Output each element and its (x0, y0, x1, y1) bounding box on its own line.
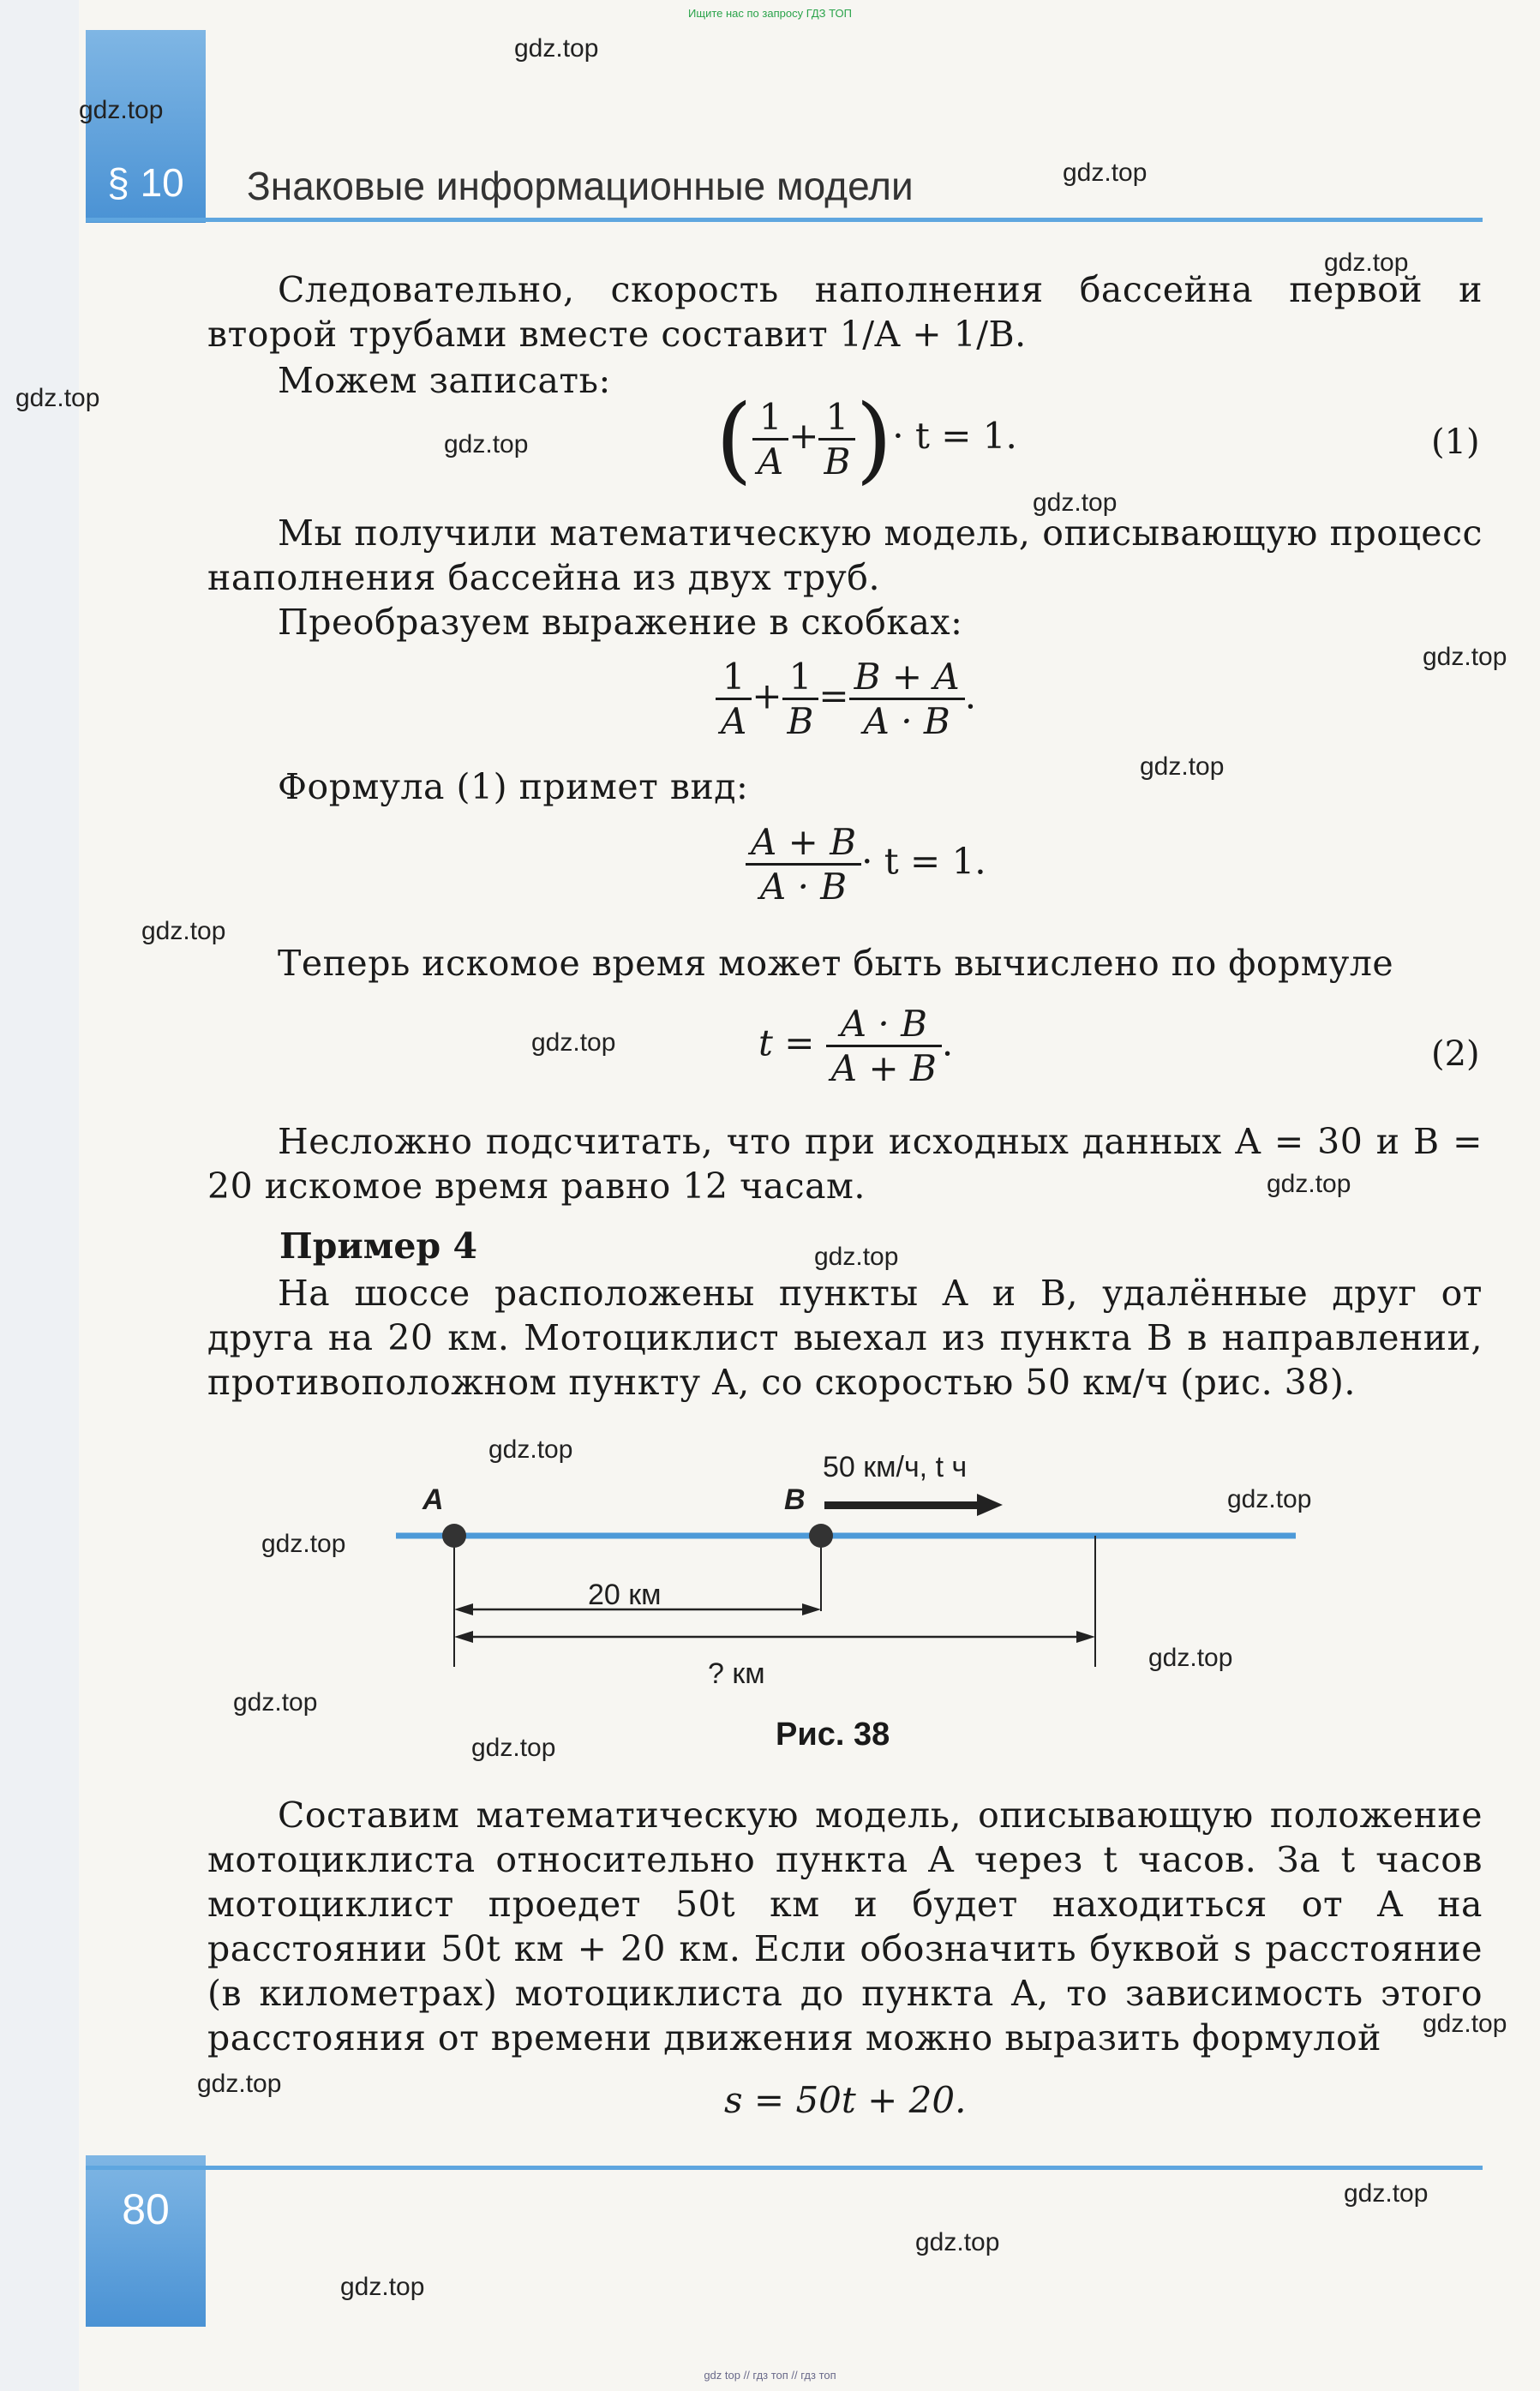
fraction-1-over-a: $\frac{1}{A}$ (752, 396, 788, 482)
watermark: gdz.top (444, 430, 529, 458)
equation-tail: · t = 1. (861, 840, 986, 883)
watermark: gdz.top (1148, 1644, 1233, 1672)
watermark: gdz.top (1344, 2179, 1429, 2208)
watermark: gdz.top (197, 2070, 282, 2098)
watermark: gdz.top (814, 1243, 899, 1271)
paragraph-model: Мы получили математическую модель, описывающую процесс наполнения бассейна из двух труб. (207, 512, 1483, 598)
paragraph-write: Можем записать: (278, 360, 611, 401)
equation-number-1: (1) (1431, 422, 1480, 462)
paragraph-transform: Преобразуем выражение в скобках: (278, 602, 963, 643)
watermark: gdz.top (488, 1435, 573, 1464)
watermark: gdz.top (233, 1688, 318, 1717)
equation-number-2: (2) (1431, 1034, 1480, 1074)
watermark: gdz.top (1423, 643, 1507, 671)
watermark: gdz.top (471, 1734, 556, 1762)
right-paren: ) (855, 384, 893, 494)
watermark: gdz.top (15, 384, 100, 412)
watermark: gdz.top (1423, 2010, 1507, 2038)
paragraph-example: На шоссе расположены пункты A и B, удалённые друг от друга на 20 км. Мотоциклист выехал из пункта B в направлении, противоположном пункту A, со скоростью 50 км/ч (рис. 38). (207, 1273, 1483, 1403)
equation-final: s = 50t + 20. (724, 2079, 967, 2121)
page-title: Знаковые информационные модели (247, 164, 914, 208)
fraction-ratio: $\frac{A + B}{A \cdot B}$ (746, 821, 861, 908)
watermark: gdz.top (915, 2228, 1000, 2256)
velocity-arrow (824, 1501, 979, 1509)
label-distance-ab: 20 км (588, 1579, 662, 1611)
plus-sign: + (752, 674, 782, 717)
paragraph-formula: Формула (1) примет вид: (278, 766, 749, 807)
point-a-marker (442, 1524, 466, 1548)
fraction-1-over-a: $\frac{1}{A}$ (716, 656, 752, 742)
paragraph-speed: Следовательно, скорость наполнения бассейна первой и второй трубами вместе составит 1/A + 1/B. (207, 269, 1483, 355)
arrowhead-right-2 (1076, 1631, 1095, 1643)
watermark: gdz.top (1324, 249, 1409, 277)
figure-caption: Рис. 38 (776, 1717, 890, 1753)
equation-tail: · t = 1. (892, 415, 1017, 457)
watermark: gdz.top (1033, 488, 1118, 517)
arrowhead-left-1 (454, 1603, 473, 1615)
label-speed: 50 км/ч, t ч (823, 1451, 968, 1483)
watermark: gdz.top (531, 1028, 616, 1057)
watermark: gdz.top (141, 917, 226, 945)
label-point-b: B (784, 1483, 806, 1516)
arrowhead-left-2 (454, 1631, 473, 1643)
label-distance-total: ? км (708, 1657, 765, 1690)
watermark: gdz.top (79, 96, 164, 124)
top-note: Ищите нас по запросу ГДЗ ТОП (688, 7, 852, 20)
watermark: gdz.top (1267, 1170, 1351, 1198)
section-number: § 10 (107, 160, 184, 205)
left-paren: ( (716, 384, 752, 494)
paragraph-result: Несложно подсчитать, что при исходных данных A = 30 и B = 20 искомое время равно 12 часам. (207, 1121, 1483, 1207)
point-b-marker (809, 1524, 833, 1548)
fraction-1-over-b: $\frac{1}{B}$ (782, 656, 819, 742)
paragraph-time: Теперь искомое время может быть вычислено по формуле (278, 943, 1394, 984)
page-number: 80 (122, 2185, 170, 2233)
watermark: gdz.top (340, 2273, 425, 2301)
label-point-a: A (422, 1483, 444, 1516)
plus-sign: + (788, 415, 819, 457)
footer-rule (86, 2166, 1483, 2170)
period: . (964, 674, 977, 717)
arrowhead-right-1 (802, 1603, 821, 1615)
velocity-arrowhead (977, 1494, 1003, 1516)
equation-lhs: t = (758, 1022, 815, 1064)
page-number-tab (86, 2155, 206, 2327)
watermark: gdz.top (261, 1530, 346, 1558)
equals-sign: = (818, 674, 849, 717)
fraction-time: $\frac{A \cdot B}{A + B}$ (826, 1003, 942, 1089)
fraction-1-over-b: $\frac{1}{B}$ (818, 396, 855, 482)
watermark: gdz.top (1063, 159, 1148, 187)
fraction-sum: $\frac{B + A}{A \cdot B}$ (849, 656, 965, 742)
example-heading: Пример 4 (279, 1225, 477, 1267)
bottom-note: gdz top // гдз топ // гдз топ (704, 2369, 836, 2382)
period: . (941, 1022, 954, 1064)
watermark: gdz.top (1227, 1485, 1312, 1513)
paragraph-model-motorcycle: Составим математическую модель, описывающую положение мотоциклиста относительно пункта A через t часов. За t часов мотоциклист проедет 50t км и будет находиться от A на расстоянии 50t км + 20 км. Если обозначить буквой s расстояние (в километрах) мотоциклиста до пункта A, то зависимость этого расстояния от времени движения можно выразить формулой (207, 1795, 1483, 2058)
watermark: gdz.top (1140, 752, 1225, 781)
watermark: gdz.top (514, 34, 599, 63)
